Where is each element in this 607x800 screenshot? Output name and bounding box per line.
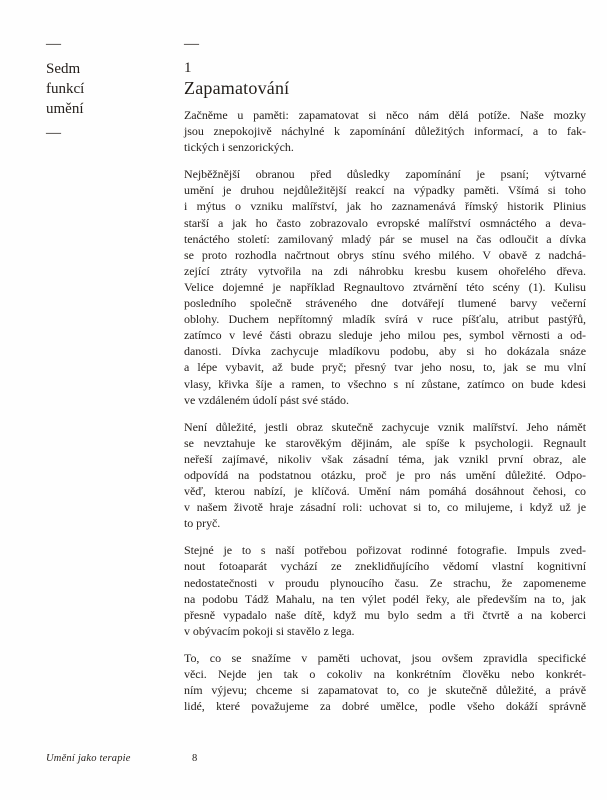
body-line: Nejběžnější obranou před důsledky zapomínání je psaní; výtvarné [184,167,586,182]
body-line: tenáctého století: zamilovaný mladý pár se musel na čas odloučit a dívka [184,231,586,246]
paragraph [184,542,586,639]
body-line: ve vzdáleném údolí pást své stádo. [184,392,349,407]
body-line: Stejné je to s naší potřebou pořizovat rodinné fotografie. Impuls zved- [184,543,586,558]
body-line: jsou znepokojivě náchylné k zapomínání důležitých informací, a to fak- [184,124,586,139]
series-title-line: funkcí [46,81,85,97]
chapter-number: 1 [184,60,192,76]
body-line: starší a jak ho často zobrazovalo evropské malířství osmnáctého a deva- [184,215,586,230]
body-line: lidé, které považujeme za dobré umělce, podle všeho dokáží správně [184,699,586,714]
body-line: a lépe vybavit, až bude pryč; přesný tvar jeho nosu, to, jak se mu vlní [184,360,586,375]
body-line: Velice dojemné je například Regnaultovo ztvárnění této scény (1). Kulisu [184,279,586,294]
body-line: tických i senzorických. [184,140,294,155]
series-title-line: Sedm [46,61,81,77]
body-line: na podobu Tádž Mahalu, na ten výlet podél řeky, ale především na to, jak [184,591,586,606]
body-line: se proto rozhodla načrtnout obrys stínu svého milého. V obavě z nadchá- [184,247,586,262]
chapter-rule: — [184,36,199,52]
body-line: ním výjevu; chceme si zapamatovat to, co je skutečně důležité, a právě [184,683,586,698]
body-line: v našem životě hraje zásadní roli: uchovat si to, co milujeme, i když už je [184,500,586,515]
body-line: zející ztráty vytvořila na zdi náhrobku kresbu kusem ohořelého dřeva. [184,263,586,278]
paragraph [184,166,586,407]
body-line: přesně vypadalo naše dítě, když mu bylo sedm a tři čtvrtě a na koberci [184,607,586,622]
body-line: vlasy, křivka šíje a ramen, to všechno s ní zůstane, zatímco on bude kdesi [184,376,586,391]
body-line: nout fotoaparát vychází ze zneklidňujícího vědomí vlastní kognitivní [184,559,586,574]
series-title [46,59,166,119]
body-line: To, co se snažíme v paměti uchovat, jsou ovšem zpravidla specifické [184,650,586,665]
body-line: umění je druhou nejdůležitější reakcí na výpadky paměti. Všímá si toho [184,183,586,198]
chapter-header [184,37,586,99]
body-line: to pryč. [184,516,221,531]
body-line: oblohy. Duchem nepřítomný mladík svírá v ruce píšťalu, atribut pastýřů, [184,312,586,327]
body-line: Začněme u paměti: zapamatovat si něco nám dělá potíže. Naše mozky [184,108,586,122]
paragraph [184,419,586,532]
body-line: odpovídá na podstatnou otázku, proč je pro nás umění důležité. Odpo- [184,467,586,482]
body-text [184,107,586,725]
body-line: zatímco v levé části obrazu sleduje jeho milou pes, symbol věrnosti a od- [184,328,586,343]
body-line: neřeší zajímavé, nikoliv však zásadní téma, jak vznikl první obraz, ale [184,451,586,466]
series-title-line: umění [46,101,84,117]
body-line: danosti. Dívka zachycuje mladíkovu podobu, aby si ho dokázala snáze [184,344,586,359]
margin-column [46,37,166,140]
body-line: nedostatečnosti v proudu plynoucího času. Ze strachu, že zapomeneme [184,575,586,590]
body-line: posledního společně stráveného dne dotvářejí tlumené barvy večerní [184,296,586,311]
body-line: v obývacím pokoji si stavělo z lega. [184,623,355,638]
chapter-title: Zapamatování [184,78,290,98]
series-bottom-rule: — [46,125,61,141]
series-top-rule: — [46,36,61,52]
paragraph [184,650,586,714]
body-line: věci. Nejde jen tak o cokoliv na konkrétním člověku nebo konkrét- [184,667,586,681]
body-line: věď, kterou nabízí, je klíčová. Umění nám pomáhá dosáhnout čehosi, co [184,484,586,499]
footer-book-title: Umění jako terapie [46,753,131,764]
body-line: se nevztahuje ke starověkým dějinám, ale spíše k psychologii. Regnault [184,435,586,450]
footer-page-number: 8 [192,753,198,764]
body-line: i mýtus o vzniku malířství, jak ho zaznamenává římský historik Plinius [184,199,586,214]
body-line: Není důležité, jestli obraz skutečně zachycuje vznik malířství. Jeho námět [184,419,586,434]
paragraph [184,107,586,155]
